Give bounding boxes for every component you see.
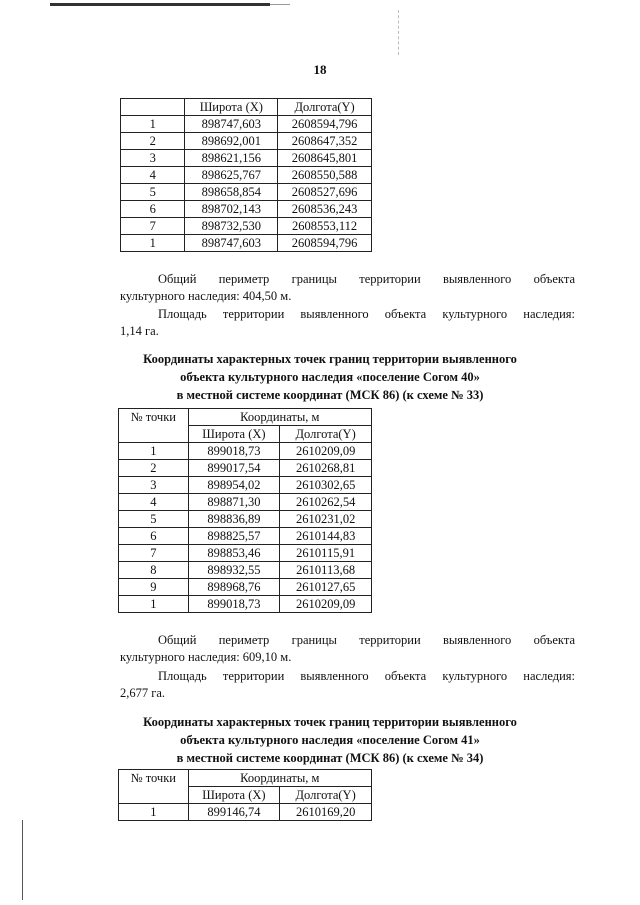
area-text-2a: Площадь территории выявленного объекта культурного наследия: xyxy=(158,669,575,683)
area-text-2b: 2,677 га. xyxy=(120,686,166,700)
point-number: 2 xyxy=(121,133,185,150)
longitude-y: 2610144,83 xyxy=(280,528,372,545)
scan-artifact-top xyxy=(50,3,270,6)
section-heading-41-line2: объекта культурного наследия «поселение Согом 41» xyxy=(180,733,480,747)
table-header-row xyxy=(121,99,372,116)
point-number: 4 xyxy=(121,167,185,184)
column-header-latitude: Широта (X) xyxy=(188,787,280,804)
longitude-y: 2610127,65 xyxy=(280,579,372,596)
longitude-y: 2608645,801 xyxy=(278,150,372,167)
longitude-y: 2610268,81 xyxy=(280,460,372,477)
point-number: 1 xyxy=(119,596,189,613)
point-number: 1 xyxy=(121,116,185,133)
latitude-x: 898692,001 xyxy=(185,133,278,150)
point-number: 5 xyxy=(121,184,185,201)
table-row xyxy=(121,133,372,150)
table-header-row xyxy=(119,770,372,787)
column-header-point: № точки xyxy=(119,409,189,443)
point-number: 4 xyxy=(119,494,189,511)
latitude-x: 898747,603 xyxy=(185,235,278,252)
section-heading-40-line2: объекта культурного наследия «поселение Согом 40» xyxy=(180,370,480,384)
point-number: 2 xyxy=(119,460,189,477)
longitude-y: 2608594,796 xyxy=(278,116,372,133)
scan-artifact-binding xyxy=(22,820,23,900)
latitude-x: 898702,143 xyxy=(185,201,278,218)
latitude-x: 898625,767 xyxy=(185,167,278,184)
longitude-y: 2608550,588 xyxy=(278,167,372,184)
column-header-longitude: Долгота(Y) xyxy=(280,426,372,443)
table-header-cell: Долгота(Y) xyxy=(278,99,372,116)
coordinates-table-3 xyxy=(118,769,372,821)
longitude-y: 2610115,91 xyxy=(280,545,372,562)
table-row xyxy=(119,562,372,579)
column-header-latitude: Широта (X) xyxy=(188,426,280,443)
latitude-x: 898747,603 xyxy=(185,116,278,133)
point-number: 6 xyxy=(119,528,189,545)
perimeter-text-2a: Общий периметр границы территории выявленного объекта xyxy=(158,633,575,647)
latitude-x: 899018,73 xyxy=(188,596,280,613)
table-row xyxy=(121,184,372,201)
table-header-cell xyxy=(121,99,185,116)
table-row xyxy=(119,528,372,545)
column-header-coordinates: Координаты, м xyxy=(188,770,371,787)
table-row xyxy=(121,235,372,252)
longitude-y: 2610231,02 xyxy=(280,511,372,528)
page-number: 18 xyxy=(313,62,327,77)
section-heading-41-line1: Координаты характерных точек границ территории выявленного xyxy=(143,715,517,729)
table-row xyxy=(121,150,372,167)
point-number: 9 xyxy=(119,579,189,596)
column-header-coordinates: Координаты, м xyxy=(188,409,371,426)
latitude-x: 898954,02 xyxy=(188,477,280,494)
longitude-y: 2610209,09 xyxy=(280,596,372,613)
point-number: 7 xyxy=(121,218,185,235)
table-row xyxy=(121,201,372,218)
latitude-x: 898853,46 xyxy=(188,545,280,562)
point-number: 6 xyxy=(121,201,185,218)
latitude-x: 899017,54 xyxy=(188,460,280,477)
latitude-x: 898932,55 xyxy=(188,562,280,579)
longitude-y: 2608553,112 xyxy=(278,218,372,235)
point-number: 3 xyxy=(121,150,185,167)
table-row xyxy=(119,804,372,821)
perimeter-text-2b: культурного наследия: 609,10 м. xyxy=(120,650,292,664)
point-number: 1 xyxy=(119,443,189,460)
section-heading-41-line3: в местной системе координат (МСК 86) (к схеме № 34) xyxy=(176,751,484,765)
area-text-1b: 1,14 га. xyxy=(120,324,159,338)
table-row xyxy=(119,596,372,613)
latitude-x: 898621,156 xyxy=(185,150,278,167)
column-header-longitude: Долгота(Y) xyxy=(280,787,372,804)
perimeter-text-1b: культурного наследия: 404,50 м. xyxy=(120,289,292,303)
table-row xyxy=(119,477,372,494)
latitude-x: 898871,30 xyxy=(188,494,280,511)
scan-artifact-top-thin xyxy=(270,4,290,5)
longitude-y: 2608536,243 xyxy=(278,201,372,218)
longitude-y: 2610209,09 xyxy=(280,443,372,460)
table-row xyxy=(119,511,372,528)
table-row xyxy=(121,218,372,235)
coordinates-table-2 xyxy=(118,408,372,613)
point-number: 1 xyxy=(121,235,185,252)
point-number: 1 xyxy=(119,804,189,821)
table-header-row xyxy=(119,409,372,426)
longitude-y: 2610169,20 xyxy=(280,804,372,821)
point-number: 3 xyxy=(119,477,189,494)
table-row xyxy=(119,460,372,477)
latitude-x: 898732,530 xyxy=(185,218,278,235)
table-row xyxy=(121,167,372,184)
point-number: 7 xyxy=(119,545,189,562)
point-number: 5 xyxy=(119,511,189,528)
table-row xyxy=(119,545,372,562)
longitude-y: 2610262,54 xyxy=(280,494,372,511)
longitude-y: 2608594,796 xyxy=(278,235,372,252)
column-header-point: № точки xyxy=(119,770,189,804)
latitude-x: 898658,854 xyxy=(185,184,278,201)
longitude-y: 2608527,696 xyxy=(278,184,372,201)
scan-artifact-dash xyxy=(398,10,399,55)
longitude-y: 2610302,65 xyxy=(280,477,372,494)
longitude-y: 2610113,68 xyxy=(280,562,372,579)
longitude-y: 2608647,352 xyxy=(278,133,372,150)
table-row xyxy=(119,494,372,511)
latitude-x: 899018,73 xyxy=(188,443,280,460)
perimeter-text-1a: Общий периметр границы территории выявленного объекта xyxy=(158,272,575,286)
latitude-x: 899146,74 xyxy=(188,804,280,821)
section-heading-40-line1: Координаты характерных точек границ территории выявленного xyxy=(143,352,517,366)
table-row xyxy=(119,443,372,460)
table-header-cell: Широта (X) xyxy=(185,99,278,116)
latitude-x: 898825,57 xyxy=(188,528,280,545)
latitude-x: 898968,76 xyxy=(188,579,280,596)
table-row xyxy=(121,116,372,133)
table-row xyxy=(119,579,372,596)
latitude-x: 898836,89 xyxy=(188,511,280,528)
section-heading-40-line3: в местной системе координат (МСК 86) (к схеме № 33) xyxy=(176,388,484,402)
point-number: 8 xyxy=(119,562,189,579)
area-text-1a: Площадь территории выявленного объекта культурного наследия: xyxy=(158,307,575,321)
coordinates-table-1 xyxy=(120,98,372,252)
